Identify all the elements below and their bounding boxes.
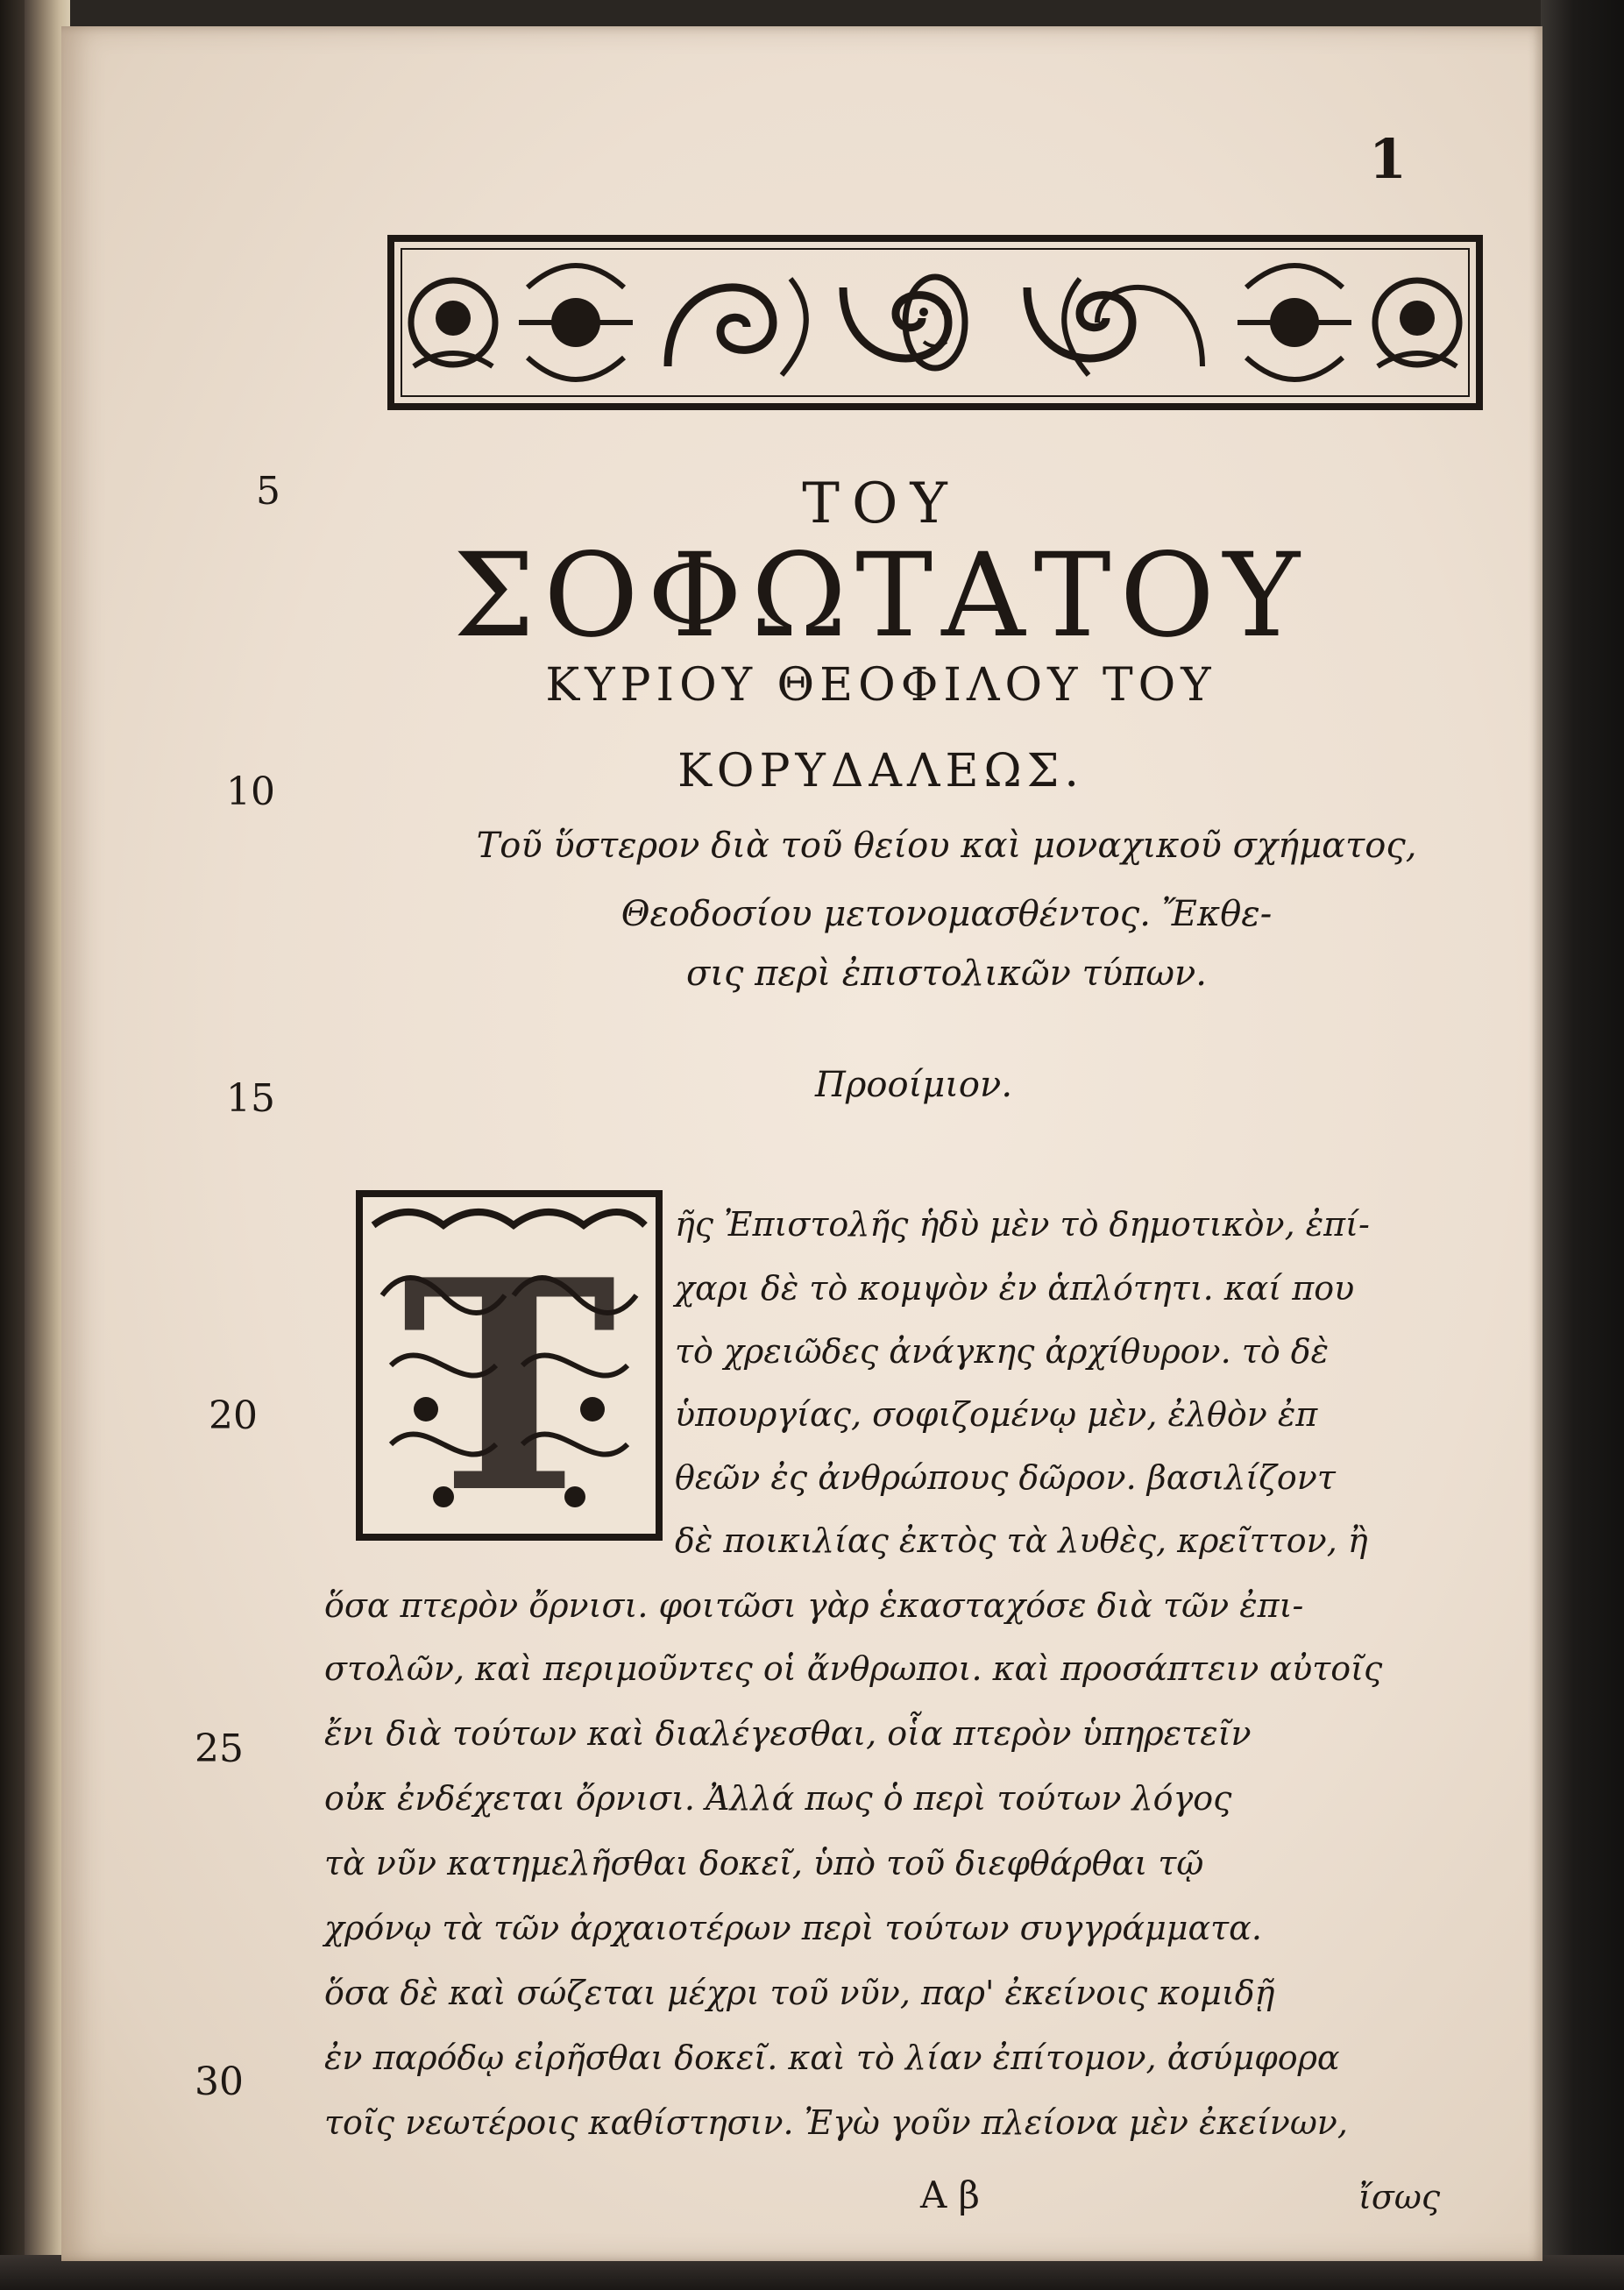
title-main: ΣΟΦΩΤΑΤΟΥ: [453, 528, 1308, 663]
ornamental-headpiece: [387, 235, 1483, 410]
body-line: χρόνῳ τὰ τῶν ἀρχαιοτέρων περὶ τούτων συγγράμματα.: [324, 1909, 1262, 1947]
title-line-3: ΚΥΡΙΟΥ ΘΕΟΦΙΛΟΥ ΤΟΥ: [545, 659, 1216, 712]
line-number-15: 15: [226, 1076, 275, 1121]
body-line: χαρι δὲ τὸ κομψὸν ἐν ἁπλότητι. καί που: [675, 1269, 1355, 1308]
body-line: στολῶν, καὶ περιμοῦντες οἱ ἄνθρωποι. καὶ προσάπτειν αὐτοῖς: [324, 1649, 1383, 1688]
body-line: ὅσα δὲ καὶ σώζεται μέχρι τοῦ νῦν, παρ' ἐκείνοις κομιδῇ: [324, 1974, 1275, 2012]
body-line: τὸ χρειῶδες ἀνάγκης ἀρχίθυρον. τὸ δὲ: [675, 1332, 1330, 1371]
section-heading: Προοίμιον.: [815, 1065, 1013, 1105]
line-number-5: 5: [256, 469, 280, 514]
initial-letter: T: [401, 1216, 617, 1541]
body-line: οὐκ ἐνδέχεται ὄρνισι. Ἀλλά πως ὁ περὶ τούτων λόγος: [324, 1779, 1232, 1818]
subtitle-line-2: Θεοδοσίου μετονομασθέντος. Ἔκθε-: [621, 894, 1273, 934]
line-number-25: 25: [195, 1726, 244, 1771]
body-line: ῆς Ἐπιστολῆς ἡδὺ μὲν τὸ δημοτικὸν, ἐπί-: [675, 1205, 1370, 1244]
body-line: ὅσα πτερὸν ὄρνισι. φοιτῶσι γὰρ ἑκασταχόσε διὰ τῶν ἐπι-: [324, 1586, 1304, 1625]
spine-edge: [0, 0, 25, 2290]
line-number-10: 10: [226, 769, 275, 814]
body-line: τὰ νῦν κατημελῆσθαι δοκεῖ, ὑπὸ τοῦ διεφθάρθαι τῷ: [324, 1844, 1204, 1882]
page-number: 1: [1368, 127, 1407, 191]
subtitle-line-1: Τοῦ ὕστερον διὰ τοῦ θείου καὶ μοναχικοῦ σχήματος,: [476, 826, 1417, 866]
body-line: ἐν παρόδῳ εἰρῆσθαι δοκεῖ. καὶ τὸ λίαν ἐπίτομον, ἀσύμφορα: [324, 2038, 1340, 2077]
title-line-1: ΤΟΥ: [802, 471, 960, 536]
signature-mark: Α β: [920, 2173, 980, 2216]
book-page: [61, 26, 1542, 2261]
body-line: ἔνι διὰ τούτων καὶ διαλέγεσθαι, οἷα πτερὸν ὑπηρετεῖν: [324, 1714, 1252, 1753]
body-line: δὲ ποικιλίας ἐκτὸς τὰ λυθὲς, κρεῖττον, ἢ: [675, 1521, 1368, 1560]
title-line-4: ΚΟΡΥΔΑΛΕΩΣ.: [677, 745, 1084, 798]
line-number-30: 30: [195, 2060, 244, 2104]
line-number-20: 20: [209, 1393, 258, 1438]
book-cover-edge: [1541, 0, 1624, 2290]
subtitle-line-3: σις περὶ ἐπιστολικῶν τύπων.: [685, 954, 1208, 994]
body-line: ὑπουργίας, σοφιζομένῳ μὲν, ἐλθὸν ἐπ: [675, 1395, 1318, 1434]
body-line: θεῶν ἐς ἀνθρώπους δῶρον. βασιλίζοντ: [675, 1458, 1336, 1497]
catchword: ἴσως: [1358, 2178, 1441, 2216]
body-line: τοῖς νεωτέροις καθίστησιν. Ἐγὼ γοῦν πλείονα μὲν ἐκείνων,: [324, 2103, 1348, 2142]
decorated-initial: [356, 1190, 663, 1541]
